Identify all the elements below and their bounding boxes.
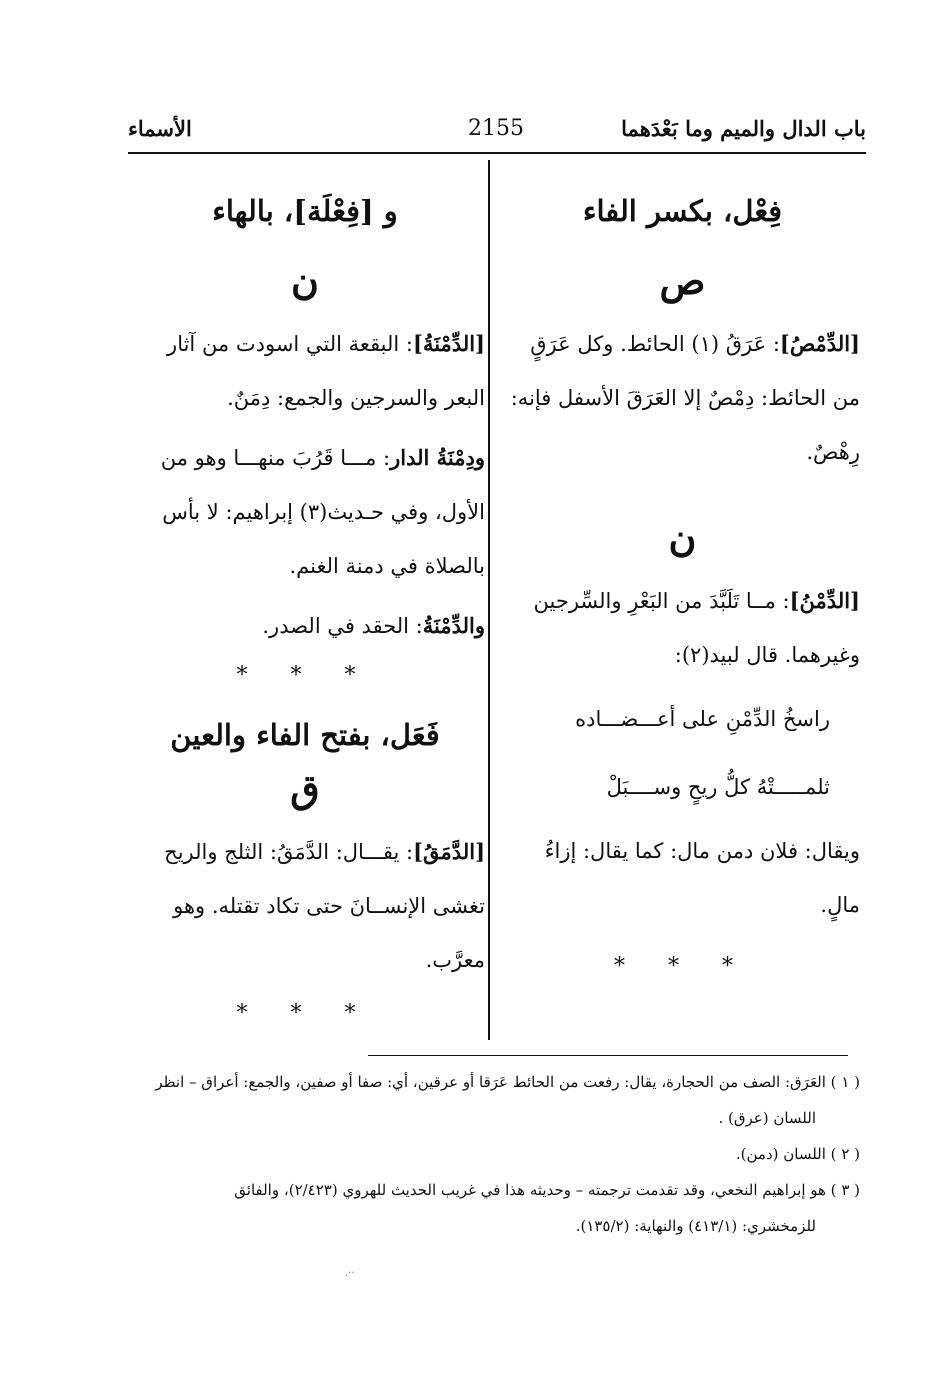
footnote-continuation: اللسان (عرق) . — [718, 1109, 816, 1127]
scan-speck: .·· — [345, 1268, 355, 1279]
section-separator: * * * — [236, 1001, 374, 1026]
dictionary-entry — [125, 825, 485, 987]
footnotes — [118, 1064, 860, 1244]
footnote: ( ١ ) العَرَق: الصف من الحجارة، يقال: رفعت من الحائط عَرَقا أو عرقين، أي: صفا أو صفين، والجمع: أعراق – انظر — [155, 1073, 860, 1091]
dictionary-entry — [125, 431, 485, 593]
dictionary-entry — [505, 317, 860, 479]
entry-headword: [الدَّمَقُ] — [413, 839, 485, 864]
dictionary-entry: ويقال: فلان دمن مال: كما يقال: إزاءُ مالٍ. — [544, 839, 860, 917]
entry-definition: : مـــا قَرُبَ منهـــا وهو من الأول، وفي حـديث(٣) إبراهيم: لا بأس بالصلاة في دمنة الغنم. — [160, 446, 485, 578]
header-section-label: الأسماء — [128, 116, 192, 141]
left-column — [125, 180, 485, 1026]
entry-definition: : مــا تَلَبَّدَ من البَعْرِ والسِّرجين وغيرهما. قال لبيد(٢): — [533, 589, 860, 667]
section-title: فَعَل، بفتح الفاء والعين — [170, 718, 440, 752]
dictionary-entry — [125, 317, 485, 425]
footnote: ( ٣ ) هو إبراهيم النخعي، وقد تقدمت ترجمته – وحديثه هذا في غريب الحديث للهروي (٢/٤٢٣)، والفائق — [234, 1181, 860, 1199]
footnote-continuation: للزمخشري: (٤١٣/١) والنهاية: (١٣٥/٢). — [575, 1217, 816, 1235]
section-title: و [فِعْلَة]، بالهاء — [212, 194, 398, 228]
letter-heading: ن — [668, 515, 697, 560]
entry-definition: : عَرَقُ (١) الحائط. وكل عَرَقٍ من الحائط: دِمْصٌ إلا العَرَقَ الأسفل فإنه: رِهْصٌ. — [510, 332, 860, 464]
column-divider — [488, 160, 490, 1040]
entry-headword: ودِمْنَةُ الدار — [390, 445, 485, 470]
header-chapter-title: باب الدال والميم وما بَعْدَهما — [621, 116, 866, 141]
entry-headword: [الدِّمْصُ] — [779, 331, 860, 356]
entry-definition: : البقعة التي اسودت من آثار البعر والسرجين والجمع: دِمَنٌ. — [167, 332, 485, 410]
dictionary-entry — [505, 574, 860, 682]
entry-headword: [الدِّمْنَةُ] — [413, 331, 485, 356]
letter-heading: ن — [291, 258, 319, 303]
section-separator: * * * — [236, 663, 374, 688]
entry-definition: : يقـــال: الدَّمَقُ: الثلج والريح تغشى الإنســانَ حتى تكاد تقتله. وهو معرَّب. — [164, 840, 485, 972]
footnote-rule — [368, 1055, 848, 1056]
entry-definition: : الحقد في الصدر. — [262, 614, 423, 638]
entry-headword: والدِّمْنَةُ — [422, 613, 485, 638]
letter-heading: ص — [659, 258, 706, 303]
page-number: 2155 — [468, 116, 524, 141]
page-header — [128, 112, 866, 154]
section-title: فِعْل، بكسر الفاء — [582, 194, 783, 228]
poem-line: ثلمـــــتْهُ كلُّ ريحٍ وســــبَلْ — [606, 775, 830, 799]
right-column — [505, 180, 860, 1019]
dictionary-entry — [125, 599, 485, 653]
poem-line: راسخُ الدِّمْنِ على أعـــضـــاده — [575, 707, 830, 731]
letter-heading: ق — [290, 766, 320, 811]
section-separator: * * * — [614, 954, 751, 979]
footnote: ( ٢ ) اللسان (دمن). — [735, 1145, 860, 1163]
entry-headword: [الدِّمْنُ] — [789, 588, 860, 613]
